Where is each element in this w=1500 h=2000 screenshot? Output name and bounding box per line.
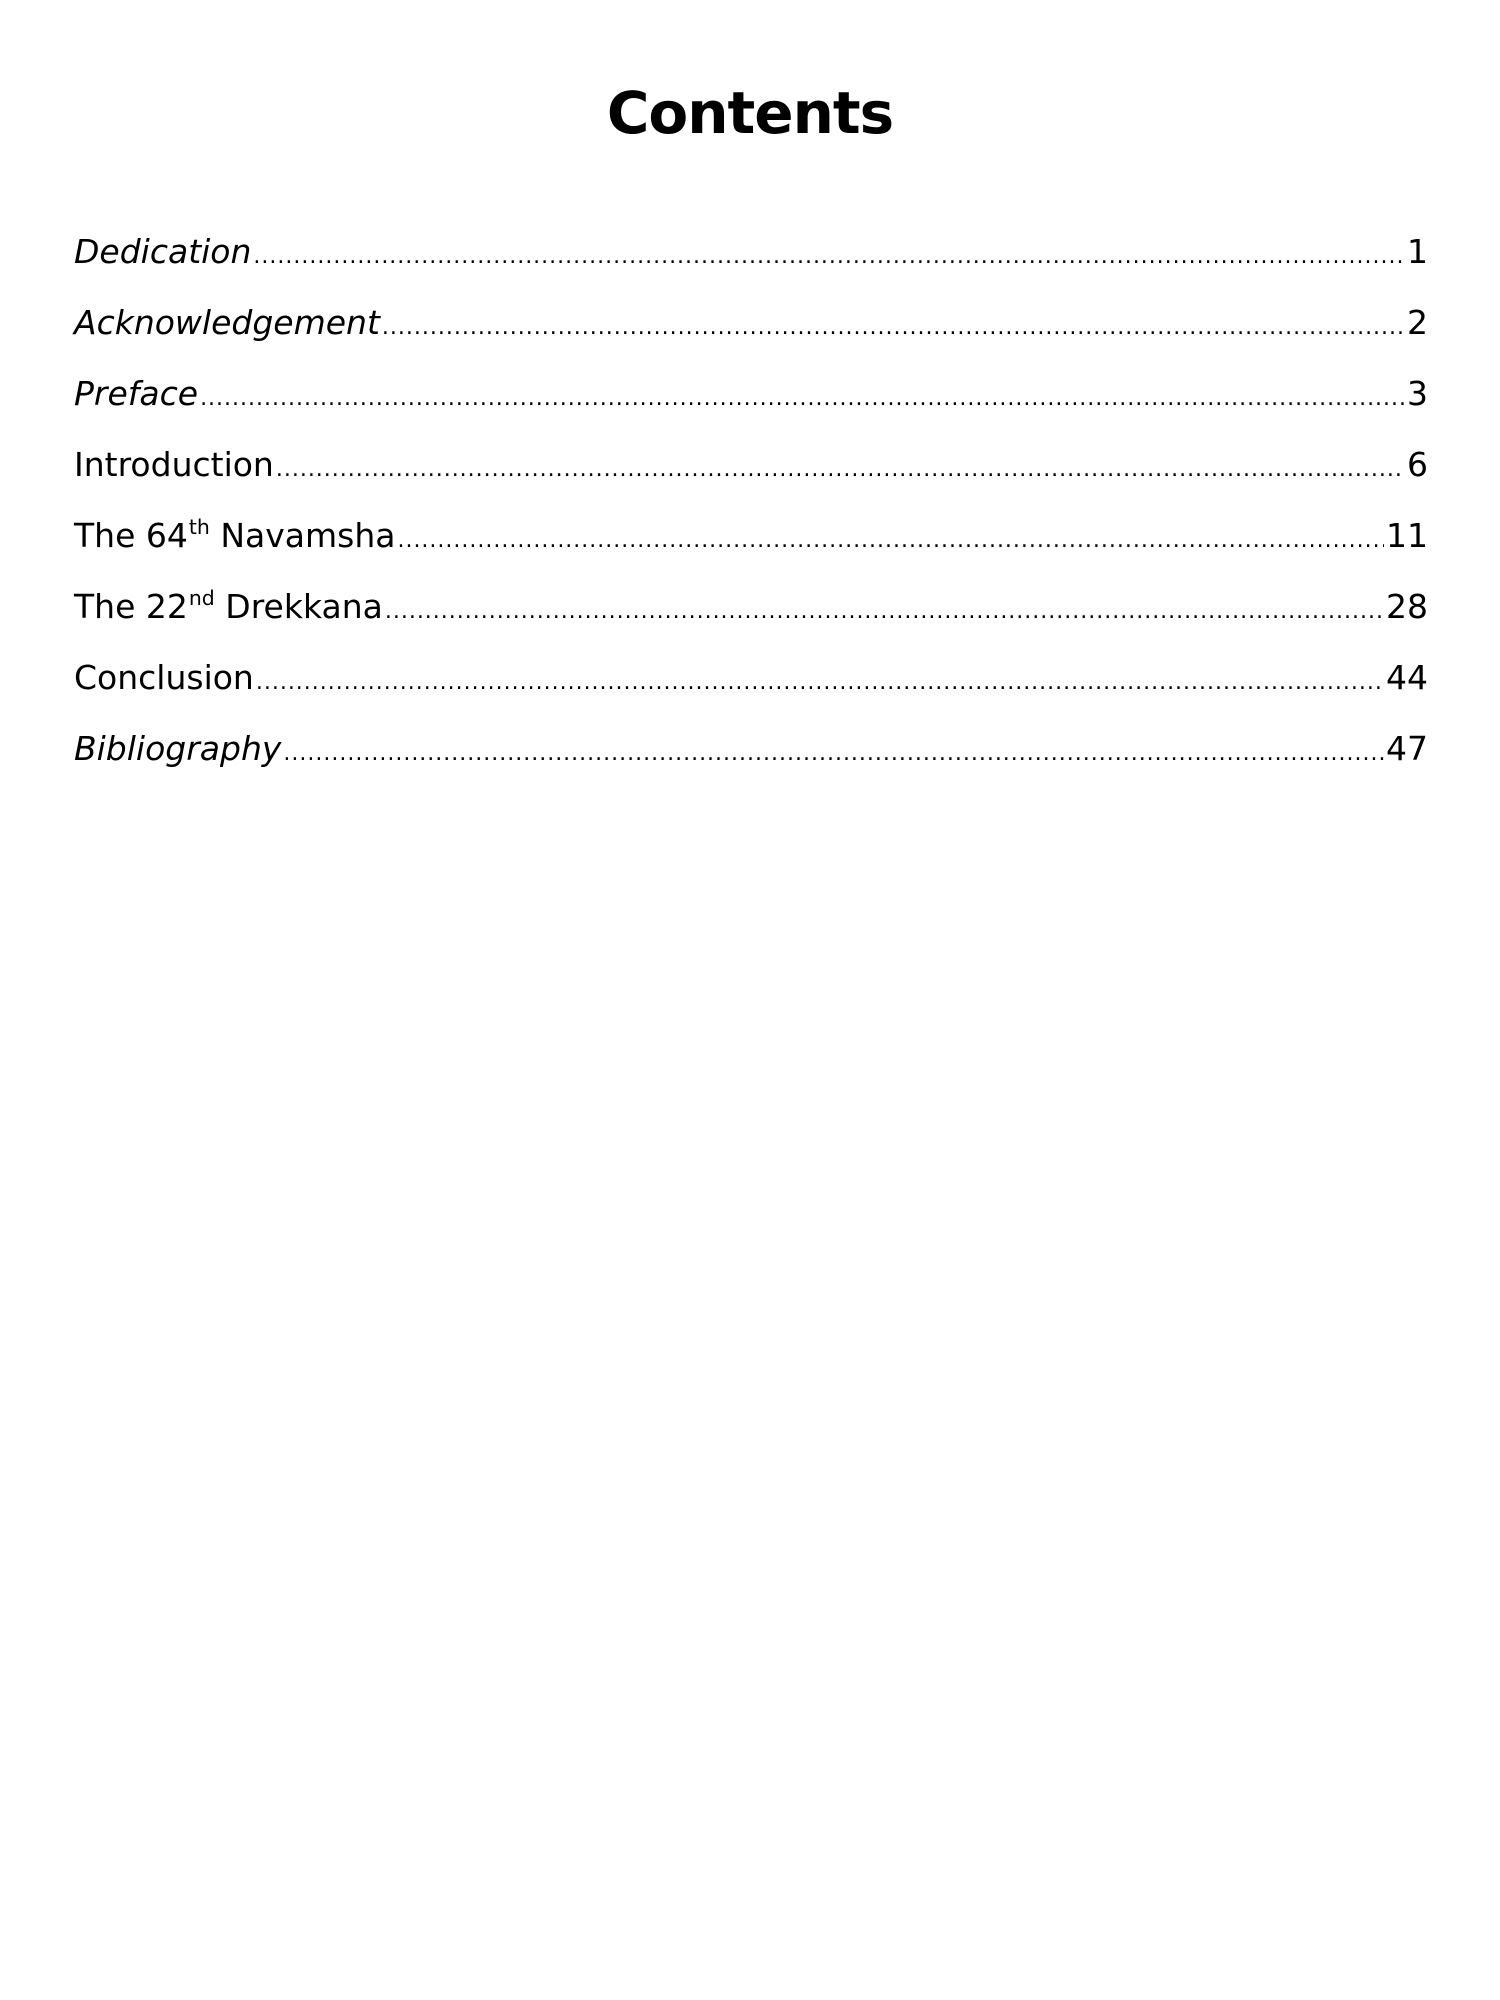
toc-page-number: 47 [1386,729,1428,768]
ordinal-suffix: th [188,515,210,540]
toc-entry-dedication [74,232,1428,303]
toc-entry-label: Acknowledgement [74,303,380,342]
toc-page-number: 11 [1386,516,1428,555]
ordinal-suffix: nd [188,586,215,611]
toc-entry-navamsha [74,516,1428,587]
toc-entry-label: The 22nd Drekkana [74,586,383,626]
toc-entry-introduction [74,445,1428,516]
toc-entry-preface [74,374,1428,445]
toc-entry-drekkana [74,587,1428,658]
toc-entry-conclusion [74,658,1428,729]
toc-entry-label: Preface [74,374,199,413]
page-title: Contents [606,79,894,147]
toc-dot-leader [200,379,1405,419]
toc-page-number: 44 [1386,658,1428,697]
toc-dot-leader [276,450,1405,490]
toc-page-number: 1 [1407,232,1428,271]
toc-page-number: 2 [1407,303,1428,342]
toc-dot-leader [397,521,1384,561]
toc-entry-label: The 64th Navamsha [74,515,396,555]
table-of-contents [74,232,1428,800]
toc-dot-leader [256,663,1384,703]
toc-dot-leader [385,592,1384,632]
toc-page-number: 6 [1407,445,1428,484]
toc-page-number: 28 [1386,587,1428,626]
toc-page-number: 3 [1407,374,1428,413]
toc-entry-label: Introduction [74,445,274,484]
toc-dot-leader [253,237,1405,277]
toc-entry-label: Bibliography [74,729,282,768]
toc-entry-label: Conclusion [74,658,254,697]
toc-entry-acknowledgement [74,303,1428,374]
toc-entry-label: Dedication [74,232,252,271]
toc-entry-bibliography [74,729,1428,800]
toc-dot-leader [283,734,1384,774]
toc-dot-leader [382,308,1405,348]
